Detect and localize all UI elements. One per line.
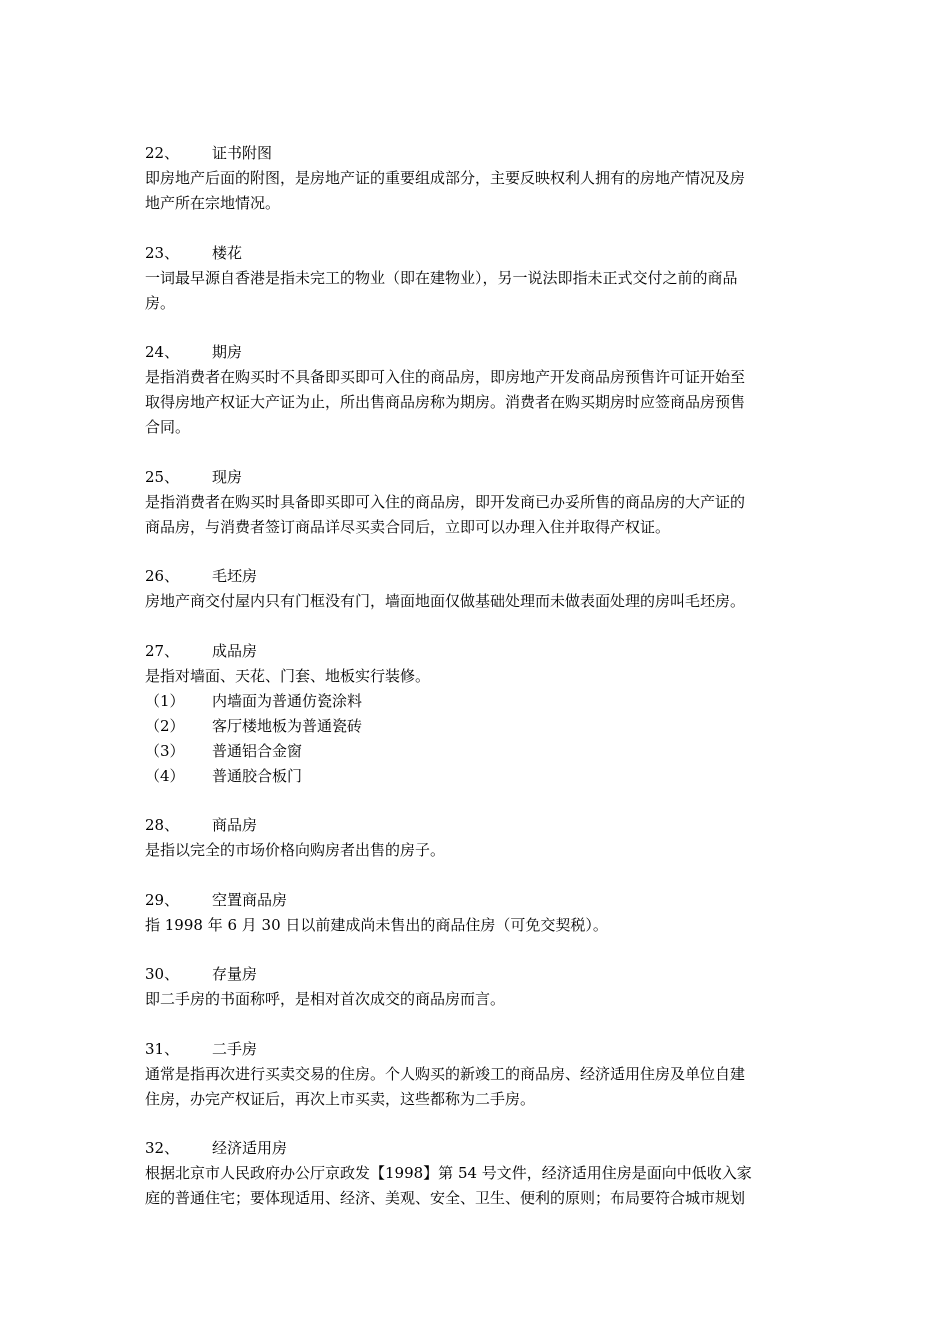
entry-heading [145,465,810,490]
list-item [145,764,810,789]
glossary-entry [145,639,810,789]
entry-number: 32、 [145,1139,180,1157]
glossary-entry [145,141,810,216]
entry-term: 存量房 [212,965,258,983]
entry-definition-line: 即二手房的书面称呼，是相对首次成交的商品房而言。 [145,990,506,1008]
entry-number: 24、 [145,343,180,361]
entry-definition-line: 根据北京市人民政府办公厅京政发【1998】第 54 号文件，经济适用住房是面向中低收入家 [145,1164,752,1182]
glossary-entry [145,465,810,540]
glossary-entry [145,1136,810,1211]
entry-term: 期房 [212,343,243,361]
list-item-text: 客厅楼地板为普通瓷砖 [212,716,363,735]
entry-term: 证书附图 [212,144,273,162]
entry-definition-line: 是指消费者在购买时不具备即买即可入住的商品房，即房地产开发商品房预售许可证开始至 [145,368,746,386]
entry-term: 二手房 [212,1039,258,1058]
entry-definition-line: 取得房地产权证大产证为止，所出售商品房称为期房。消费者在购买期房时应签商品房预售 [145,393,746,411]
entry-term: 成品房 [212,641,258,660]
glossary-entry [145,813,810,863]
glossary-entry [145,888,810,938]
entry-heading [145,1037,810,1062]
list-item-number: （4） [145,766,185,785]
entry-heading [145,639,810,664]
entry-number: 27、 [145,641,180,660]
list-item [145,739,810,764]
entry-heading [145,564,810,589]
entry-definition-line: 庭的普通住宅；要体现适用、经济、美观、安全、卫生、便利的原则；布局要符合城市规划 [145,1189,746,1207]
entry-number: 31、 [145,1039,180,1058]
list-item-number: （1） [145,691,185,710]
entry-term: 楼花 [212,243,243,262]
entry-heading [145,888,810,913]
entry-definition-line: 地产所在宗地情况。 [145,194,281,212]
entry-definition-line: 商品房，与消费者签订商品详尽买卖合同后，立即可以办理入住并取得产权证。 [145,517,671,536]
entry-number: 26、 [145,567,180,585]
document-page [145,141,810,1236]
entry-heading [145,813,810,838]
entry-number: 23、 [145,243,180,262]
entry-term: 经济适用房 [212,1139,288,1157]
list-item [145,714,810,739]
list-item-text: 普通胶合板门 [212,766,303,785]
entry-term: 商品房 [212,816,258,834]
entry-number: 29、 [145,890,180,909]
entry-definition-line: 通常是指再次进行买卖交易的住房。个人购买的新竣工的商品房、经济适用住房及单位自建 [145,1064,746,1083]
list-item-text: 内墙面为普通仿瓷涂料 [212,691,363,710]
entry-number: 30、 [145,965,180,983]
entry-term: 毛坯房 [212,567,258,585]
entry-definition-line: 指 1998 年 6 月 30 日以前建成尚未售出的商品住房（可免交契税）。 [145,915,608,934]
entry-definition-line: 房地产商交付屋内只有门框没有门，墙面地面仅做基础处理而未做表面处理的房叫毛坯房。 [145,592,746,610]
glossary-entry [145,241,810,316]
entry-number: 22、 [145,144,180,162]
list-item [145,689,810,714]
entry-number: 25、 [145,467,180,486]
list-item-number: （3） [145,741,185,760]
entry-heading [145,241,810,266]
entry-heading [145,340,810,365]
entry-heading [145,962,810,987]
glossary-entry [145,564,810,614]
entry-heading [145,1136,810,1161]
entry-definition-line: 是指消费者在购买时具备即买即可入住的商品房，即开发商已办妥所售的商品房的大产证的 [145,492,746,511]
list-item-number: （2） [145,716,185,735]
list-item-text: 普通铝合金窗 [212,741,303,760]
entry-heading [145,141,810,166]
entry-number: 28、 [145,816,180,834]
entry-definition-line: 即房地产后面的附图，是房地产证的重要组成部分，主要反映权利人拥有的房地产情况及房 [145,169,746,187]
entry-definition-line: 是指以完全的市场价格向购房者出售的房子。 [145,841,446,859]
glossary-entry [145,962,810,1012]
entry-definition-line: 是指对墙面、天花、门套、地板实行装修。 [145,666,431,685]
glossary-entry [145,1037,810,1112]
glossary-entry [145,340,810,440]
entry-definition-line: 住房，办完产权证后，再次上市买卖，这些都称为二手房。 [145,1089,536,1108]
entry-term: 空置商品房 [212,890,288,909]
entry-definition-line: 房。 [145,293,176,312]
entry-term: 现房 [212,467,243,486]
entry-definition-line: 一词最早源自香港是指未完工的物业（即在建物业），另一说法即指未正式交付之前的商品 [145,268,738,287]
entry-definition-line: 合同。 [145,418,191,436]
